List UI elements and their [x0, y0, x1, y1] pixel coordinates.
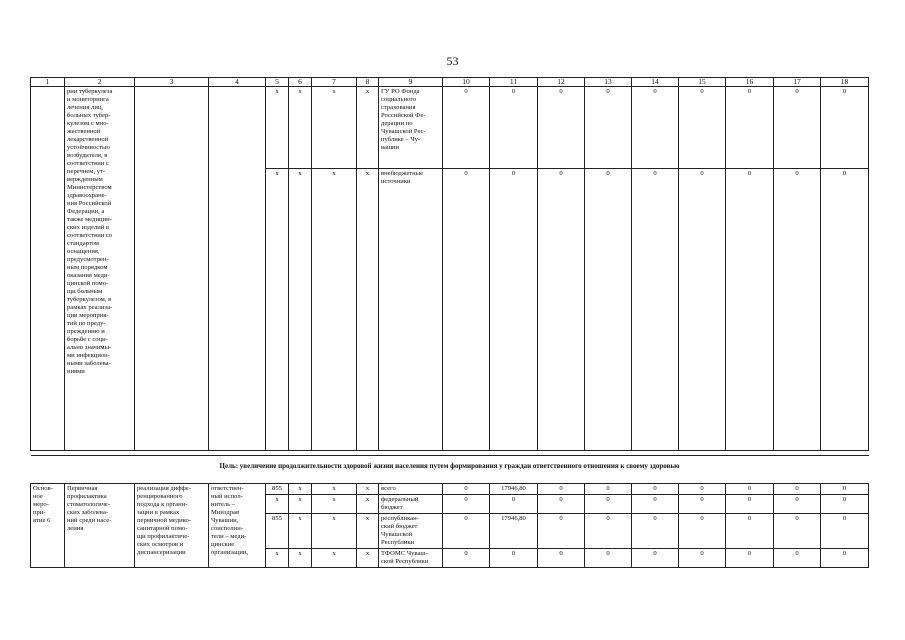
- empty-cell: [209, 87, 266, 451]
- value-cell: 0: [443, 87, 490, 169]
- column-number: 8: [357, 78, 379, 87]
- column-number: 16: [726, 78, 774, 87]
- value-cell: 0: [679, 169, 726, 451]
- grbs-code: x: [266, 495, 289, 514]
- value-cell: 0: [679, 514, 726, 549]
- page-number: 53: [446, 54, 459, 68]
- vr-code: x: [357, 169, 379, 451]
- csr-code: x: [312, 495, 357, 514]
- column-number: 9: [379, 78, 443, 87]
- value-cell: 0: [679, 484, 726, 495]
- vr-code: x: [357, 484, 379, 495]
- program-table: [30, 77, 869, 568]
- value-cell: 0: [821, 169, 869, 451]
- column-number: 13: [585, 78, 632, 87]
- rz-pr-code: x: [289, 549, 312, 568]
- column-number: 2: [65, 78, 135, 87]
- value-cell: 0: [443, 484, 490, 495]
- funding-source: федеральный бюджет: [379, 495, 443, 514]
- value-cell: 0: [585, 514, 632, 549]
- value-cell: 0: [632, 169, 679, 451]
- measure-description: реализация диффе- ренцированного подхода к органи- зации в рамках первичной медико- санитарной помо- щи профилактиче- ских осмотров и диспансеризации: [135, 484, 209, 568]
- responsible-executor: ответствен- ный испол- нитель – Минздрав Чувашии, соисполни- тели – меди- цинские организации,: [209, 484, 266, 568]
- value-cell: 0: [443, 169, 490, 451]
- column-number: 10: [443, 78, 490, 87]
- funding-source: всего: [379, 484, 443, 495]
- value-cell: 0: [774, 169, 821, 451]
- csr-code: x: [312, 549, 357, 568]
- vr-code: x: [357, 549, 379, 568]
- goal-heading: Цель: увеличение продолжительности здоровой жизни населения путем формирования у граждан ответственного отношения к своему здоровью: [219, 462, 680, 470]
- rz-pr-code: x: [289, 169, 312, 451]
- column-number: 11: [490, 78, 538, 87]
- value-cell: 0: [585, 495, 632, 514]
- measure-number: Основ- ное меро- при- ятие 6: [31, 484, 65, 568]
- value-cell: 0: [726, 484, 774, 495]
- value-cell: 0: [585, 549, 632, 568]
- table-row: [31, 87, 869, 169]
- csr-code: x: [312, 87, 357, 169]
- goal-row: [31, 456, 869, 477]
- value-cell: 0: [726, 87, 774, 169]
- value-cell: 0: [774, 514, 821, 549]
- value-cell: 0: [726, 495, 774, 514]
- grbs-code: x: [266, 87, 289, 169]
- grbs-code: x: [266, 169, 289, 451]
- column-number: 5: [266, 78, 289, 87]
- value-cell: 0: [632, 87, 679, 169]
- value-cell: 0: [538, 549, 585, 568]
- value-cell: 0: [490, 169, 538, 451]
- grbs-code: 855: [266, 514, 289, 549]
- value-cell: 17946,80: [490, 484, 538, 495]
- grbs-code: x: [266, 549, 289, 568]
- value-cell: 0: [443, 549, 490, 568]
- funding-source: ТФОМС Чуваш- ской Республики: [379, 549, 443, 568]
- value-cell: 0: [821, 549, 869, 568]
- value-cell: 0: [821, 484, 869, 495]
- value-cell: 0: [490, 87, 538, 169]
- value-cell: 0: [679, 87, 726, 169]
- funding-source: ГУ РО Фонда социального страхования Российской Фе- дерации по Чувашской Рес- публике – Чу- вашии: [379, 87, 443, 169]
- column-number-row: [31, 78, 869, 87]
- rz-pr-code: x: [289, 484, 312, 495]
- column-number: 15: [679, 78, 726, 87]
- activity-description: рии туберкулеза и мониторинга лечения лиц, больных тубер- кулезом с мно- жественной лекарственной устойчивостью возбудителя, в соответствии с перечнем, ут- вержденным Министерством здравоохране- ния Российской Федерации, а также медицин- ских изделий в соответствии со стандартом оснащения, предусмотрен- ным порядком оказания меди- цинской помо- щи больным туберкулезом, в рамках реализа- ции мероприя- тий по преду- преждению и борьбе с соци- ально значимы- ми инфекцион- ными заболева- ниями: [65, 87, 135, 451]
- column-number: 1: [31, 78, 65, 87]
- column-number: 17: [774, 78, 821, 87]
- spacer-row: [31, 476, 869, 484]
- value-cell: 0: [774, 87, 821, 169]
- column-number: 12: [538, 78, 585, 87]
- rz-pr-code: x: [289, 87, 312, 169]
- value-cell: 0: [538, 514, 585, 549]
- value-cell: 0: [679, 549, 726, 568]
- funding-source: республикан- ский бюджет Чувашской Республики: [379, 514, 443, 549]
- value-cell: 0: [632, 549, 679, 568]
- value-cell: 0: [821, 495, 869, 514]
- column-number: 6: [289, 78, 312, 87]
- value-cell: 17946,80: [490, 514, 538, 549]
- value-cell: 0: [726, 514, 774, 549]
- value-cell: 0: [821, 514, 869, 549]
- grbs-code: 855: [266, 484, 289, 495]
- value-cell: 0: [585, 169, 632, 451]
- value-cell: 0: [538, 484, 585, 495]
- value-cell: 0: [726, 169, 774, 451]
- value-cell: 0: [774, 549, 821, 568]
- vr-code: x: [357, 495, 379, 514]
- value-cell: 0: [538, 169, 585, 451]
- csr-code: x: [312, 169, 357, 451]
- empty-cell: [135, 87, 209, 451]
- column-number: 3: [135, 78, 209, 87]
- funding-source: внебюджетные источники: [379, 169, 443, 451]
- value-cell: 0: [443, 495, 490, 514]
- value-cell: 0: [490, 549, 538, 568]
- rz-pr-code: x: [289, 514, 312, 549]
- value-cell: 0: [632, 484, 679, 495]
- column-number: 14: [632, 78, 679, 87]
- column-number: 18: [821, 78, 869, 87]
- value-cell: 0: [585, 87, 632, 169]
- value-cell: 0: [538, 495, 585, 514]
- rz-pr-code: x: [289, 495, 312, 514]
- value-cell: 0: [679, 495, 726, 514]
- value-cell: 0: [585, 484, 632, 495]
- value-cell: 0: [821, 87, 869, 169]
- value-cell: 0: [726, 549, 774, 568]
- value-cell: 0: [632, 514, 679, 549]
- value-cell: 0: [538, 87, 585, 169]
- value-cell: 0: [632, 495, 679, 514]
- column-number: 7: [312, 78, 357, 87]
- value-cell: 0: [774, 495, 821, 514]
- csr-code: x: [312, 484, 357, 495]
- vr-code: x: [357, 87, 379, 169]
- column-number: 4: [209, 78, 266, 87]
- measure-title: Первичная профилактика стоматологиче- ских заболева- ний среди насе- ления: [65, 484, 135, 568]
- vr-code: x: [357, 514, 379, 549]
- table-row: [31, 484, 869, 495]
- value-cell: 0: [774, 484, 821, 495]
- value-cell: 0: [490, 495, 538, 514]
- csr-code: x: [312, 514, 357, 549]
- empty-cell: [31, 87, 65, 451]
- value-cell: 0: [443, 514, 490, 549]
